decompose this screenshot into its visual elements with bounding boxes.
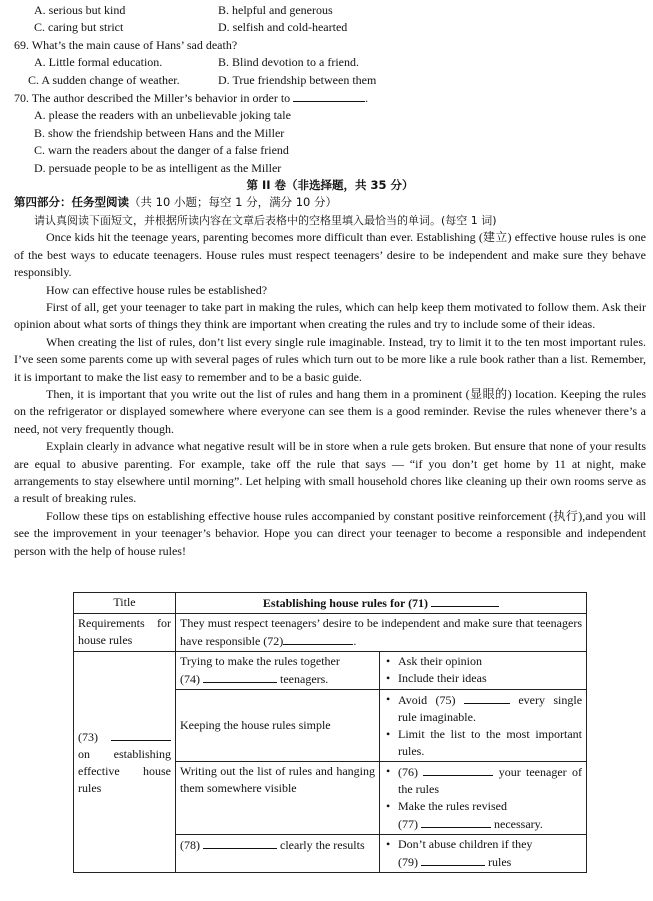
q68-option-a: A. serious but kind — [34, 3, 126, 17]
row1-pre: Trying to make the rules together — [180, 654, 340, 668]
row3-bullet-2 — [384, 798, 582, 833]
q70-blank[interactable] — [293, 89, 365, 102]
row3-bullet-1-pre: (76) — [398, 765, 418, 779]
q69-option-b: B. Blind devotion to a friend. — [218, 55, 359, 70]
blank-77[interactable] — [421, 815, 491, 828]
passage-paragraph-7: Follow these tips on establishing effective house rules accompanied by constant positive reinforcement (执行),and you will see the improvement in your teenager’s behavior. Hope you can direct your teenager to become a responsible and independent person with the help of house rules! — [14, 508, 646, 558]
exam-page — [14, 2, 646, 560]
q68-option-b: B. helpful and generous — [218, 3, 333, 17]
section4-title: 第四部分：任务型阅读 — [14, 195, 129, 210]
tips-label-text: on establishing effective house rules — [78, 746, 171, 795]
tips-label-cell — [74, 652, 176, 873]
blank-74[interactable] — [203, 670, 277, 683]
table-row-1 — [74, 652, 587, 690]
q70-option-c: C. warn the readers about the danger of a false friend — [34, 143, 289, 158]
blank-72[interactable] — [283, 632, 353, 645]
q68-option-d: D. selfish and cold-hearted — [218, 20, 348, 35]
q68-options-row1 — [14, 2, 646, 19]
row1-bullet-2: • Include their ideas — [384, 670, 582, 687]
part2-heading: 第 II 卷（非选择题，共 35 分） — [246, 178, 414, 193]
blank-73[interactable] — [111, 728, 171, 741]
row4-bullet-1-blank-label: (79) — [398, 855, 418, 869]
table-heading — [176, 593, 587, 614]
title-label: Title — [74, 593, 176, 614]
row3-main: Writing out the list of rules and hanging them somewhere visible — [176, 762, 380, 835]
table-heading-text: Establishing house rules for (71) — [262, 596, 429, 610]
passage-paragraph-6: Explain clearly in advance what negative result will be in store when a rule gets broken. But ensure that none of your results are equal to abusive parenting. For example, take off the rule that says — “if you don’t get home by 11 at night, make arrangements to stay elsewhere until morning”. Let helping with small household chores like cleaning up their own rooms serve as a result of breaking rules. — [14, 439, 646, 506]
blank-78[interactable] — [203, 836, 277, 849]
row4-bullet-1-post: rules — [488, 855, 512, 869]
q70-option-b: B. show the friendship between Hans and the Miller — [34, 125, 285, 140]
row4-blank-label: (78) — [180, 838, 200, 852]
passage-paragraph-1: Once kids hit the teenage years, parenting becomes more difficult than ever. Establishing (建立) effective house rules is one of the best ways to educate teenagers. House rules must respect teenagers’ desire to be independent and make sure they behave responsibly. — [14, 230, 646, 280]
requirements-label: Requirements for house rules — [74, 614, 176, 652]
q70-stem-text: 70. The author described the Miller’s behavior in order to — [14, 91, 291, 106]
section4-info: （共 10 小题；每空 1 分，满分 10 分） — [129, 195, 338, 210]
q69-option-d: D. True friendship between them — [218, 72, 377, 87]
section4-heading — [14, 194, 646, 211]
blank-79[interactable] — [421, 853, 485, 866]
blank-71[interactable] — [431, 594, 499, 607]
row1-details — [380, 652, 587, 690]
blank-76[interactable] — [423, 763, 493, 776]
table-row-requirements — [74, 614, 587, 652]
q69-option-a: A. Little formal education. — [34, 55, 163, 70]
row2-bullet-1-pre: Avoid (75) — [398, 693, 456, 707]
q68-option-c: C. caring but strict — [34, 20, 124, 35]
q69-options-row2 — [14, 72, 646, 89]
row2-bullet-1-post: every single rule imaginable. — [398, 693, 583, 724]
passage-paragraph-3: First of all, get your teenager to take part in making the rules, which can help keep them motivated to follow them. Ask their opinion about what sorts of things they think are important when creating the rules and try to include some of their ideas. — [14, 299, 646, 332]
passage — [14, 229, 646, 560]
q70-option-a: A. please the readers with an unbelievable joking tale — [34, 108, 291, 123]
row4-post: clearly the results — [280, 838, 365, 852]
q69-stem: 69. What’s the main cause of Hans’ sad death? — [14, 37, 238, 52]
row1-main — [176, 652, 380, 690]
row4-details — [380, 835, 587, 873]
row2-bullet-2: • Limit the list to the most important rules. — [384, 726, 582, 760]
requirements-text: They must respect teenagers’ desire to be independent and make sure that teenagers have responsible (72) — [180, 616, 582, 648]
passage-paragraph-2: How can effective house rules be established? — [46, 282, 268, 297]
row3-bullet-2-blank-label: (77) — [398, 817, 418, 831]
row4-main — [176, 835, 380, 873]
blank-73-label: (73) — [78, 729, 98, 744]
q69-options-row1 — [14, 54, 646, 71]
row4-bullet-1 — [384, 836, 582, 871]
section4-instruction: 请认真阅读下面短文，并根据所读内容在文章后表格中的空格里填入最恰当的单词。(每空 1 词) — [34, 213, 497, 227]
row3-bullet-1-post: your teenager of the rules — [398, 765, 582, 796]
q70-option-d: D. persuade people to be as intelligent as the Miller — [34, 160, 282, 175]
row3-bullet-1 — [384, 763, 582, 798]
passage-paragraph-5: Then, it is important that you write out the list of rules and hang them in a prominent (显眼的) location. Keeping the rules on the refrigerator or displayed somewhere where everyone can see them is a good reminder. Revise the rules whenever there’s a need, not very frequently though. — [14, 386, 646, 436]
q70-stem-end: . — [365, 91, 369, 106]
row3-details — [380, 762, 587, 835]
row1-post: teenagers. — [280, 672, 329, 686]
row1-bullet-1: • Ask their opinion — [384, 653, 582, 670]
passage-paragraph-4: When creating the list of rules, don’t list every single rule imaginable. Instead, try to limit it to the ten most important rules. I’ve seen some parents come up with several pages of rules which turn out to be more like a rule book rather than a list. Remember, it is important to make the list easy to remember and to be a basic guide. — [14, 334, 646, 384]
requirements-cell — [176, 614, 587, 652]
q70-stem — [14, 89, 646, 107]
row2-details — [380, 690, 587, 762]
row3-bullet-2-post: necessary. — [494, 817, 543, 831]
row2-bullet-1 — [384, 691, 582, 726]
row3-bullet-2-pre: Make the rules revised — [398, 799, 507, 813]
row1-blank-label: (74) — [180, 672, 200, 686]
q69-option-c: C. A sudden change of weather. — [28, 72, 180, 87]
task-table — [73, 592, 587, 873]
blank-75[interactable] — [464, 691, 510, 704]
row4-bullet-1-pre: Don’t abuse children if they — [398, 837, 533, 851]
q68-options-row2 — [14, 19, 646, 36]
requirements-end: . — [353, 634, 357, 648]
row2-main: Keeping the house rules simple — [176, 690, 380, 762]
table-row-title — [74, 593, 587, 614]
